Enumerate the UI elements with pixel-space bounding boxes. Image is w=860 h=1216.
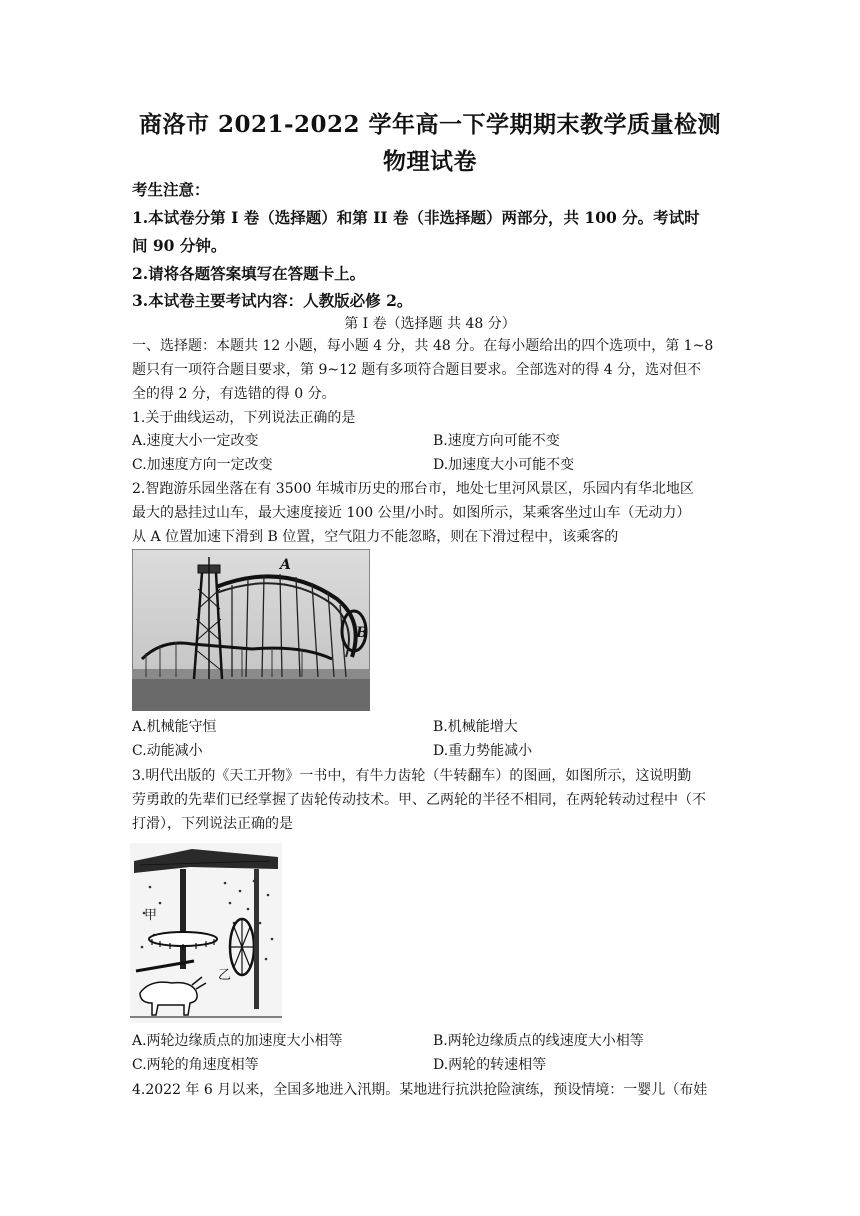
- q3-option-b: B.两轮边缘质点的线速度大小相等: [433, 1033, 644, 1049]
- exam-title: 商洛市 2021-2022 学年高一下学期期末教学质量检测: [138, 111, 722, 138]
- q4-stem-line-1: 4.2022 年 6 月以来，全国多地进入汛期。某地进行抗洪抢险演练，预设情境：一婴儿（布娃: [132, 1082, 708, 1098]
- q3-option-a: A.两轮边缘质点的加速度大小相等: [132, 1033, 343, 1049]
- q3-stem-line-3: 打滑），下列说法正确的是: [132, 816, 293, 832]
- q1-option-c: C.加速度方向一定改变: [132, 457, 273, 473]
- notice-item-1-line-2: 间 90 分钟。: [132, 236, 227, 255]
- q2-option-c: C.动能减小: [132, 743, 203, 759]
- section-intro-line-2: 题只有一项符合题目要求，第 9~12 题有多项符合题目要求。全部选对的得 4 分，选对但不: [132, 362, 702, 378]
- q2-stem-line-3: 从 A 位置加速下滑到 B 位置，空气阻力不能忽略，则在下滑过程中，该乘客的: [132, 529, 619, 545]
- gear-label-yi: [218, 968, 231, 983]
- svg-text:乙: 乙: [218, 968, 232, 983]
- svg-text:A: A: [280, 557, 291, 573]
- notice-item-3: 3.本试卷主要考试内容：人教版必修 2。: [132, 291, 413, 310]
- notice-heading: 考生注意：: [132, 180, 210, 199]
- q2-stem-line-2: 最大的悬挂过山车，最大速度接近 100 公里/小时。如图所示，某乘客坐过山车（无动力）: [132, 505, 691, 521]
- roller-coaster-label-a: [278, 557, 291, 573]
- exam-subtitle: 物理试卷: [383, 148, 477, 175]
- q1-option-a: A.速度大小一定改变: [132, 433, 259, 449]
- q2-stem-line-1: 2.智跑游乐园坐落在有 3500 年城市历史的邢台市，地处七里河风景区，乐园内有华北地区: [132, 481, 694, 497]
- section-intro-line-3: 全的得 2 分，有选错的得 0 分。: [132, 386, 336, 402]
- gear-label-jia: [144, 908, 157, 923]
- q2-option-a: A.机械能守恒: [132, 719, 217, 735]
- q3-stem-line-1: 3.明代出版的《天工开物》一书中，有牛力齿轮（牛转翻车）的图画，如图所示，这说明勤: [132, 768, 692, 784]
- q1-stem: 1.关于曲线运动，下列说法正确的是: [132, 410, 356, 426]
- q3-option-d: D.两轮的转速相等: [433, 1057, 547, 1073]
- svg-text:B: B: [356, 625, 368, 641]
- q1-option-b: B.速度方向可能不变: [433, 433, 560, 449]
- section-title: 第 I 卷（选择题 共 48 分）: [344, 316, 516, 332]
- q1-option-d: D.加速度大小可能不变: [433, 457, 575, 473]
- q3-option-c: C.两轮的角速度相等: [132, 1057, 259, 1073]
- roller-coaster-label-b: [355, 625, 368, 641]
- notice-item-1-line-1: 1.本试卷分第 I 卷（选择题）和第 II 卷（非选择题）两部分，共 100 分。考试时: [132, 208, 700, 227]
- q2-option-d: D.重力势能减小: [433, 743, 533, 759]
- section-intro-line-1: 一、选择题：本题共 12 小题，每小题 4 分，共 48 分。在每小题给出的四个选项中，第 1~8: [132, 338, 714, 354]
- svg-text:甲: 甲: [144, 908, 158, 923]
- notice-item-2: 2.请将各题答案填写在答题卡上。: [132, 264, 366, 283]
- q3-stem-line-2: 劳勇敢的先辈们已经掌握了齿轮传动技术。甲、乙两轮的半径不相同，在两轮转动过程中（不: [132, 792, 706, 808]
- gear-drive-figure: [130, 843, 282, 1023]
- roller-coaster-figure: [132, 549, 370, 711]
- q2-option-b: B.机械能增大: [433, 719, 518, 735]
